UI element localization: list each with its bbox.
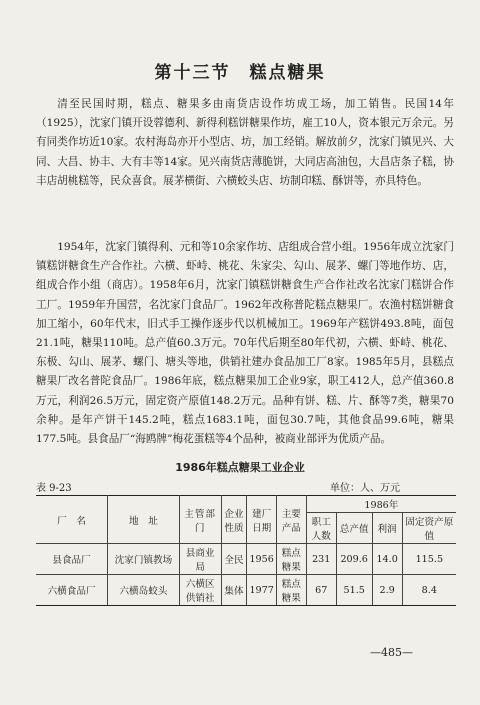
enterprise-table bbox=[36, 495, 456, 606]
header-factory: 厂 名 bbox=[36, 496, 108, 544]
cell-factory: 县食品厂 bbox=[36, 544, 108, 575]
cell-assets: 115.5 bbox=[402, 544, 456, 575]
header-nature: 企业性质 bbox=[221, 496, 247, 544]
section-title: 第十三节 糕点糖果 bbox=[154, 63, 326, 83]
header-dept: 主管部门 bbox=[179, 496, 221, 544]
header-profit: 利润 bbox=[372, 513, 402, 544]
cell-products: 糕点糖果 bbox=[276, 575, 306, 606]
header-assets: 固定资产原值 bbox=[402, 513, 456, 544]
table-title: 1986年糕点糖果工业企业 bbox=[175, 461, 305, 474]
cell-workers: 67 bbox=[306, 575, 336, 606]
cell-workers: 231 bbox=[306, 544, 336, 575]
paragraph-2: 1954年，沈家门镇得利、元和等10余家作坊、店组成合营小组。1956年成立沈家门镇糕饼糖食生产合作社。六横、虾峙、桃花、朱家尖、勾山、展茅、螺门等地作坊、店，组成合作小组（商店）。1958年6月，沈家门镇糕饼糖食生产合作社改名沈家门糕饼合作工厂。1959年升国营，名沈家门食品厂。1962年改称普陀糕点糖果厂。农渔村糕饼糖食加工缩小，60年代末，旧式手工操作逐步代以机械加工。1969年产糕饼493.8吨，面包21.1吨，糖果110吨。总产值60.3万元。70年代后期至80年代初，六横、虾峙、桃花、东极、勾山、展茅、螺门、塘头等地，供销社建办食品加工厂8家。1985年5月，县糕点糖果厂改名普陀食品厂。1986年底，糕点糖果加工企业9家，职工412人，总产值360.8万元，利润26.5万元，固定资产原值148.2万元。品种有饼、糕、片、酥等7类，糖果70余种。是年产饼干145.2吨，糕点1683.1吨，面包30.7吨，其他食品99.6吨，糖果177.5吨。县食品厂“海鸥牌”梅花蛋糕等4个品种，被商业部评为优质产品。 bbox=[36, 241, 454, 446]
header-1986-group: 1986年 bbox=[306, 496, 456, 513]
table-row bbox=[36, 544, 456, 575]
cell-dept: 县商业局 bbox=[179, 544, 221, 575]
header-year: 建厂日期 bbox=[247, 496, 276, 544]
cell-profit: 14.0 bbox=[372, 544, 402, 575]
table-unit: 单位：人、万元 bbox=[330, 483, 400, 494]
table-row bbox=[36, 575, 456, 606]
header-workers: 职工人数 bbox=[306, 513, 336, 544]
cell-nature: 集体 bbox=[221, 575, 247, 606]
cell-year: 1956 bbox=[247, 544, 276, 575]
cell-address: 六横岛蛟头 bbox=[108, 575, 180, 606]
header-output: 总产值 bbox=[336, 513, 372, 544]
header-address: 地 址 bbox=[108, 496, 180, 544]
cell-year: 1977 bbox=[247, 575, 276, 606]
cell-address: 沈家门镇教场 bbox=[108, 544, 180, 575]
header-products: 主要产品 bbox=[276, 496, 306, 544]
cell-output: 209.6 bbox=[336, 544, 372, 575]
cell-products: 糕点糖果 bbox=[276, 544, 306, 575]
cell-output: 51.5 bbox=[336, 575, 372, 606]
paragraph-1: 清至民国时期，糕点、糖果多由南货店设作坊成工场，加工销售。民国14年（1925），沈家门镇开设蓉德利、新得利糕饼糖果作坊，雇工10人，资本银元万余元。另有同类作坊近10家。农村海岛亦开小型店、坊，加工经销。解放前夕，沈家门镇见兴、大同、大昌、协丰、大有丰等14家。见兴南货店薄脆饼，大同店高油包，大昌店条子糕，协丰店胡桃糕等，民众喜食。展茅横街、六横蛟头店、坊制印糕、酥饼等，亦具特色。 bbox=[36, 98, 454, 187]
table-label: 表 9-23 bbox=[36, 483, 72, 494]
cell-factory: 六横食品厂 bbox=[36, 575, 108, 606]
page-number: —485— bbox=[370, 646, 413, 659]
cell-nature: 全民 bbox=[221, 544, 247, 575]
cell-assets: 8.4 bbox=[402, 575, 456, 606]
cell-profit: 2.9 bbox=[372, 575, 402, 606]
cell-dept: 六横区供销社 bbox=[179, 575, 221, 606]
